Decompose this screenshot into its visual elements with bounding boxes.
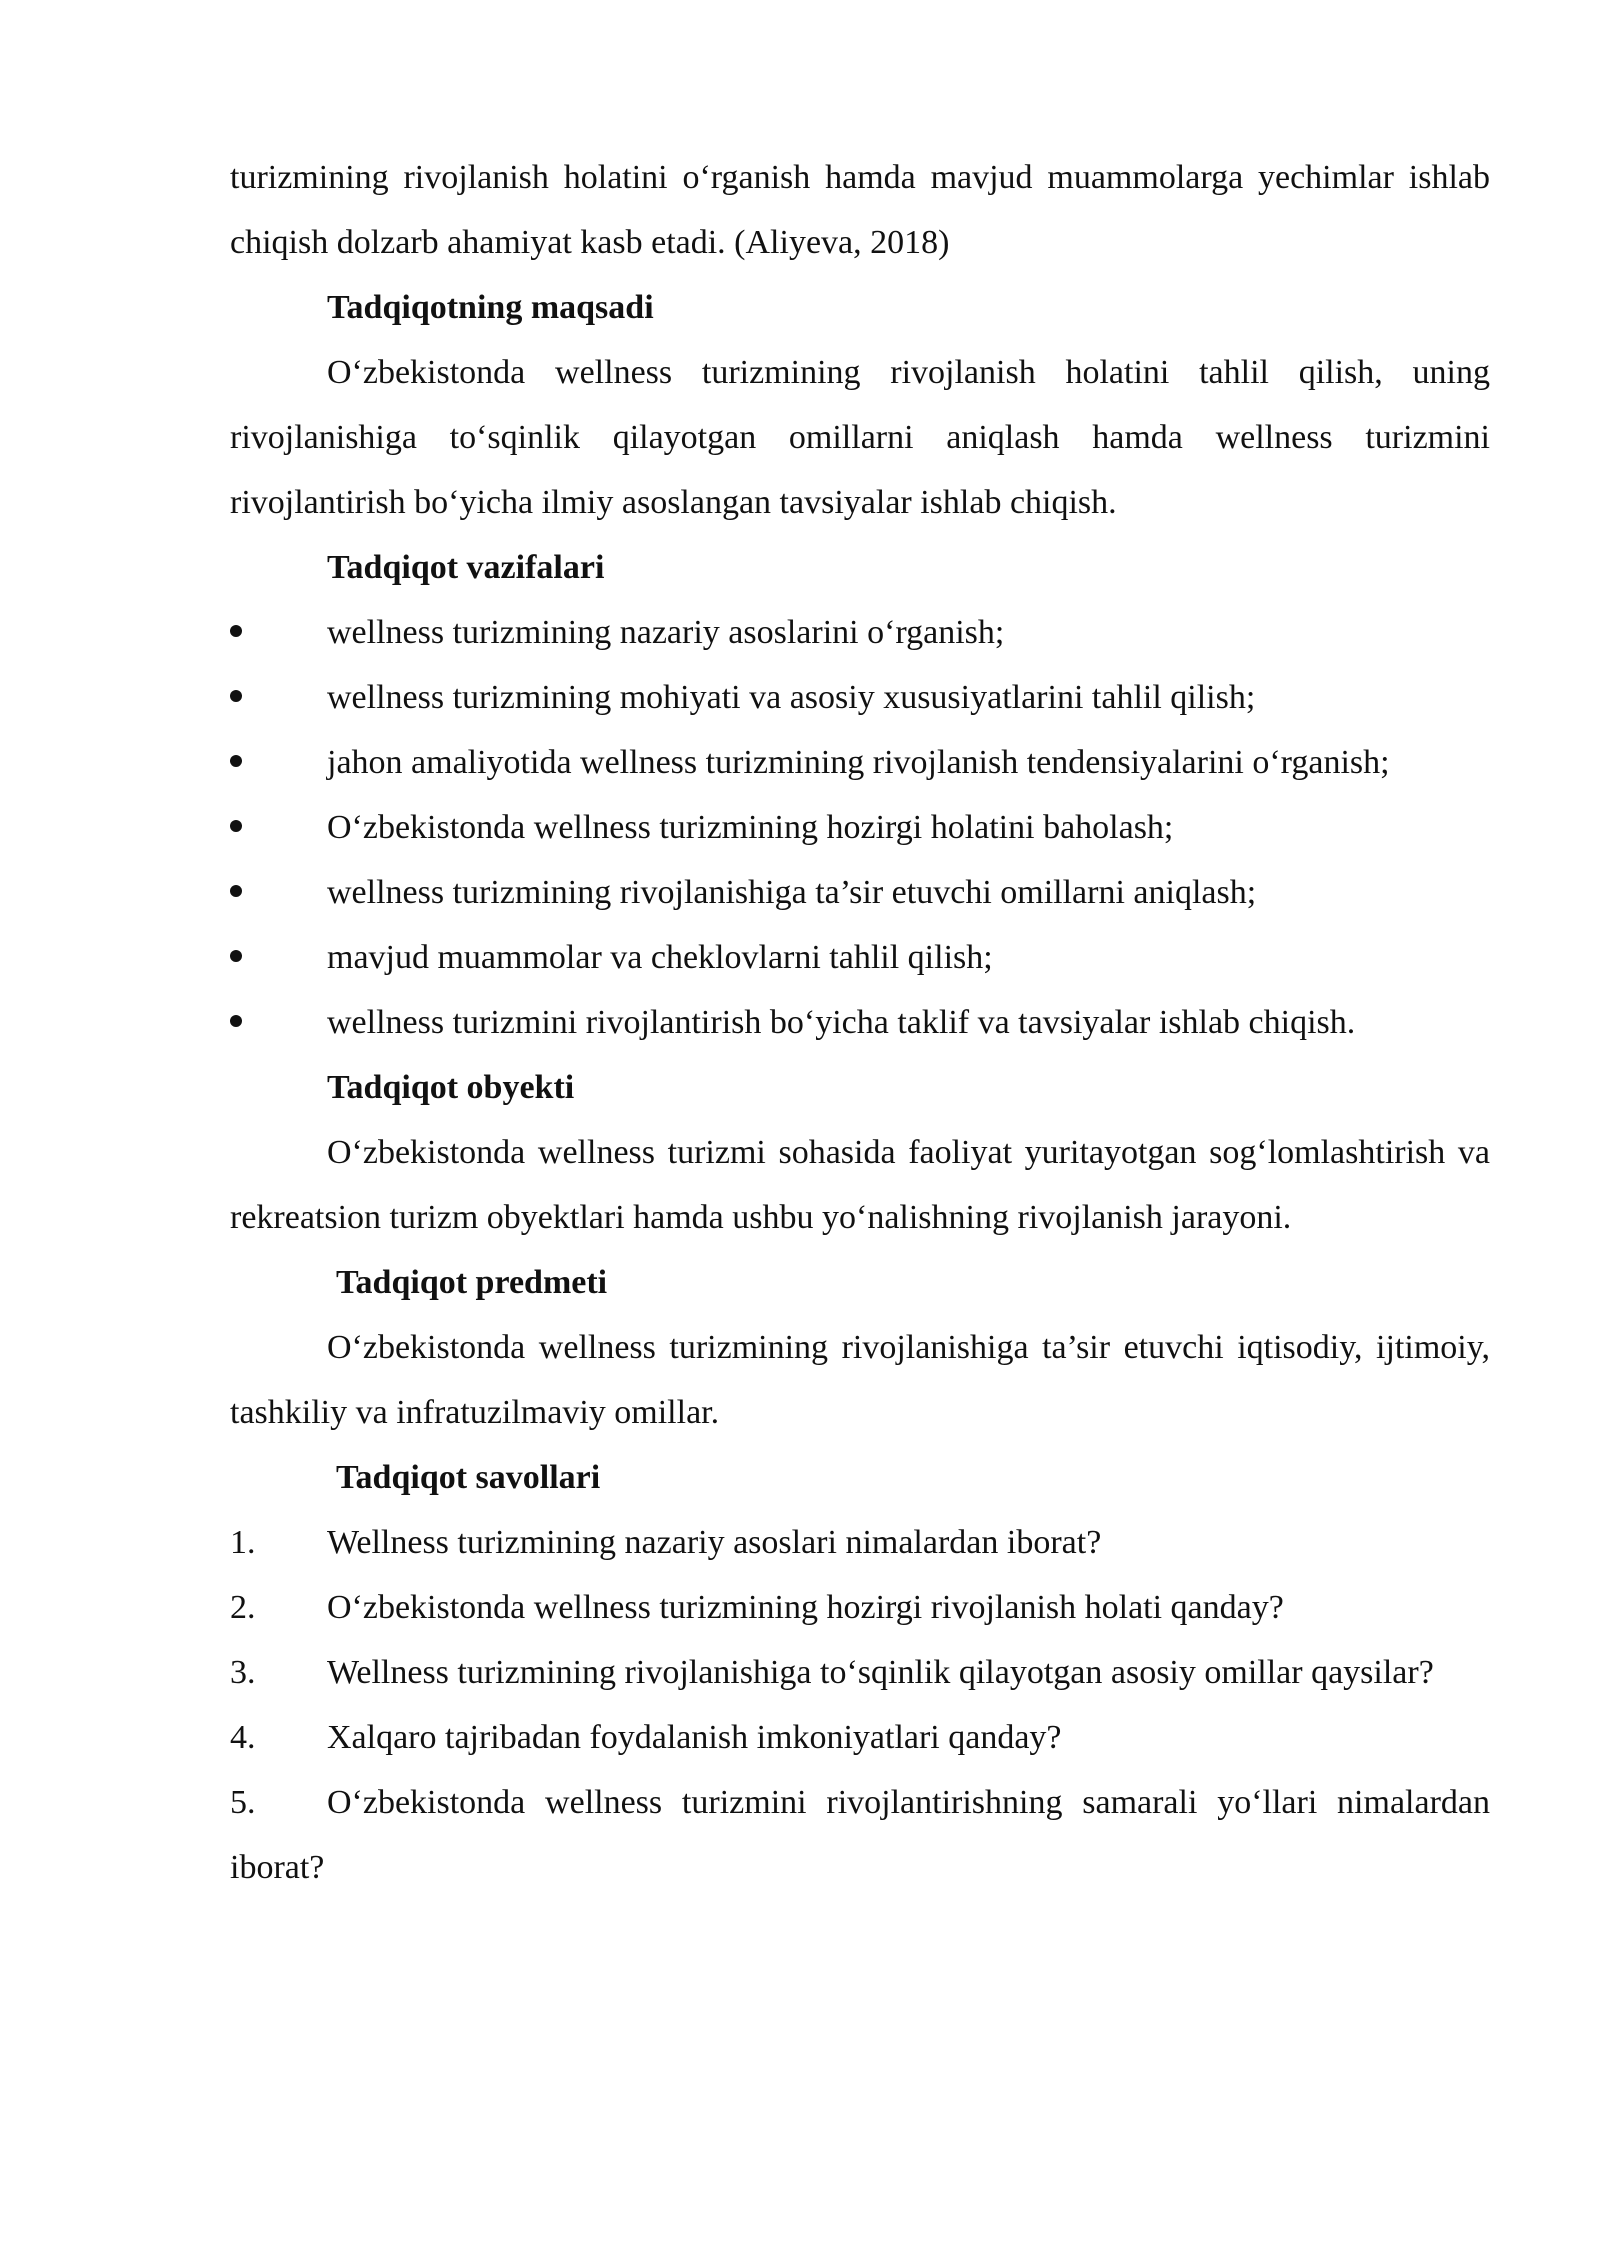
task-text: wellness turizmining nazariy asoslarini o‘rganish; [327, 614, 1005, 651]
object-heading: Tadqiqot obyekti [327, 1069, 575, 1106]
question-number: 2. [230, 1589, 256, 1626]
bullet-icon [230, 925, 327, 990]
task-text: O‘zbekistonda wellness turizmining hozirgi holatini baholash; [327, 809, 1174, 846]
task-item [230, 665, 1490, 730]
task-item [230, 600, 1490, 665]
question-text: O‘zbekistonda wellness turizmini rivojlantirishning samarali yo‘llari nimalardan iborat? [230, 1784, 1490, 1886]
task-item [230, 860, 1490, 925]
goal-paragraph: O‘zbekistonda wellness turizmining rivojlanish holatini tahlil qilish, uning rivojlanishiga to‘sqinlik qilayotgan omillarni aniqlash hamda wellness turizmini rivojlantirish bo‘yicha ilmiy asoslangan tavsiyalar ishlab chiqish. [230, 354, 1490, 521]
object-paragraph: O‘zbekistonda wellness turizmi sohasida faoliyat yuritayotgan sog‘lomlashtirish va rekreatsion turizm obyektlari hamda ushbu yo‘nalishning rivojlanish jarayoni. [230, 1134, 1490, 1236]
bullet-icon [230, 730, 327, 795]
bullet-icon [230, 860, 327, 925]
task-item [230, 730, 1490, 795]
task-text: wellness turizmining mohiyati va asosiy xususiyatlarini tahlil qilish; [327, 679, 1256, 716]
subject-paragraph: O‘zbekistonda wellness turizmining rivojlanishiga ta’sir etuvchi iqtisodiy, ijtimoiy, tashkiliy va infratuzilmaviy omillar. [230, 1329, 1490, 1431]
question-text: Wellness turizmining rivojlanishiga to‘sqinlik qilayotgan asosiy omillar qaysilar? [327, 1654, 1434, 1691]
question-number: 3. [230, 1654, 256, 1691]
subject-heading: Tadqiqot predmeti [336, 1264, 608, 1301]
bullet-icon [230, 600, 327, 665]
question-item [230, 1705, 1490, 1770]
question-item [230, 1575, 1490, 1640]
question-item [230, 1640, 1490, 1705]
question-text: Wellness turizmining nazariy asoslari nimalardan iborat? [327, 1524, 1102, 1561]
bullet-icon [230, 795, 327, 860]
question-number: 5. [230, 1784, 256, 1821]
question-text: O‘zbekistonda wellness turizmining hozirgi rivojlanish holati qanday? [327, 1589, 1284, 1626]
question-item [230, 1510, 1490, 1575]
bullet-icon [230, 665, 327, 730]
question-text: Xalqaro tajribadan foydalanish imkoniyatlari qanday? [327, 1719, 1062, 1756]
questions-list [230, 1510, 1490, 1900]
question-number: 4. [230, 1719, 256, 1756]
task-item [230, 795, 1490, 860]
bullet-icon [230, 990, 327, 1055]
questions-heading: Tadqiqot savollari [336, 1459, 601, 1496]
task-item [230, 990, 1490, 1055]
question-item [230, 1770, 1490, 1900]
goal-heading: Tadqiqotning maqsadi [327, 289, 654, 326]
task-text: jahon amaliyotida wellness turizmining rivojlanish tendensiyalarini o‘rganish; [327, 744, 1390, 781]
task-text: wellness turizmini rivojlantirish bo‘yicha taklif va tavsiyalar ishlab chiqish. [327, 1004, 1356, 1041]
task-item [230, 925, 1490, 990]
tasks-heading: Tadqiqot vazifalari [327, 549, 605, 586]
document-page [230, 145, 1490, 1900]
task-text: wellness turizmining rivojlanishiga ta’sir etuvchi omillarni aniqlash; [327, 874, 1257, 911]
task-text: mavjud muammolar va cheklovlarni tahlil qilish; [327, 939, 993, 976]
question-number: 1. [230, 1524, 256, 1561]
tasks-list [230, 600, 1490, 1055]
intro-paragraph: turizmining rivojlanish holatini o‘rganish hamda mavjud muammolarga yechimlar ishlab chiqish dolzarb ahamiyat kasb etadi. (Aliyeva, 2018) [230, 159, 1490, 261]
